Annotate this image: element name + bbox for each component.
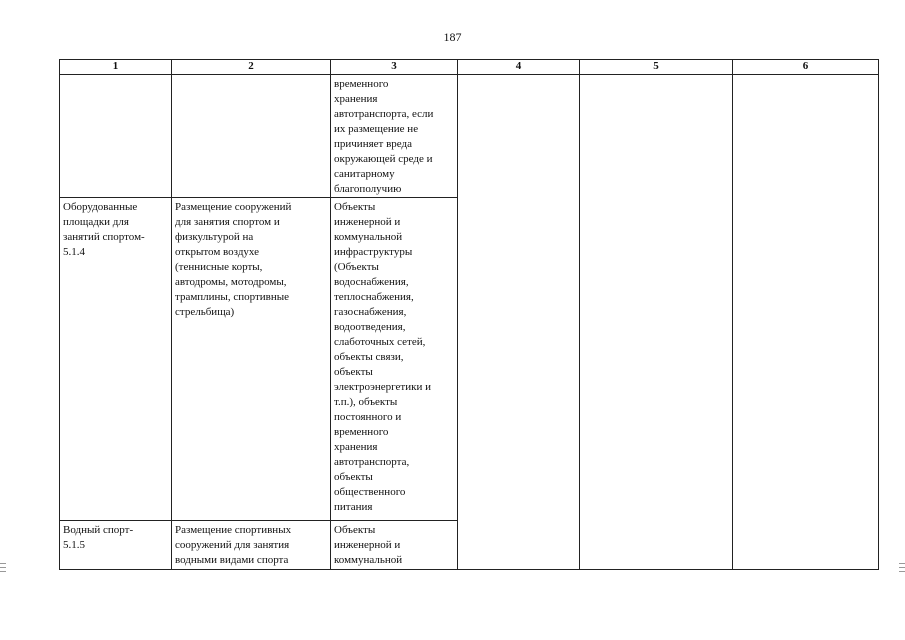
- column-header: 2: [172, 60, 331, 75]
- table-cell: [60, 75, 172, 198]
- table-cell-empty: [733, 75, 879, 570]
- table-cell-empty: [580, 75, 733, 570]
- cell-text: Водный спорт- 5.1.5: [63, 524, 134, 551]
- data-table: [59, 59, 879, 570]
- cell-text: Размещение сооружений для занятия спортом и физкультурой на открытом воздухе (теннисные корты, автодромы, мотодромы, трамплины, спортивные стрельбища): [175, 201, 292, 318]
- table-header-row: [60, 60, 879, 75]
- cell-text: [60, 75, 171, 77]
- table-cell: [172, 521, 331, 570]
- scan-edge-mark: [0, 563, 6, 575]
- cell-text: Объекты инженерной и коммунальной: [334, 524, 403, 566]
- table-cell: [172, 198, 331, 521]
- table-cell-empty: [458, 75, 580, 570]
- cell-text: Оборудованные площадки для занятий спортом- 5.1.4: [63, 201, 145, 258]
- cell-text: временного хранения автотранспорта, если их размещение не причиняет вреда окружающей среде и санитарному благополучию: [334, 78, 434, 195]
- table-cell: [331, 75, 458, 198]
- table-cell: [60, 198, 172, 521]
- table-cell: [331, 521, 458, 570]
- column-header: 4: [458, 60, 580, 75]
- table-row: [60, 75, 879, 198]
- column-header: 3: [331, 60, 458, 75]
- cell-text: Размещение спортивных сооружений для занятия водными видами спорта: [175, 524, 292, 566]
- page-number: 187: [443, 30, 462, 44]
- column-header: 5: [580, 60, 733, 75]
- table-cell: [60, 521, 172, 570]
- table-cell: [331, 198, 458, 521]
- scan-edge-mark: [899, 563, 905, 575]
- column-header: 1: [60, 60, 172, 75]
- cell-text: Объекты инженерной и коммунальной инфраструктуры (Объекты водоснабжения, теплоснабжения, газоснабжения, водоотведения, слаботочных сетей, объекты связи, объекты электроэнергетики и т.п.), объекты постоянного и временного хранения автотранспорта, объекты общественного питания: [334, 201, 431, 513]
- cell-text: [172, 75, 330, 77]
- column-header: 6: [733, 60, 879, 75]
- table-cell: [172, 75, 331, 198]
